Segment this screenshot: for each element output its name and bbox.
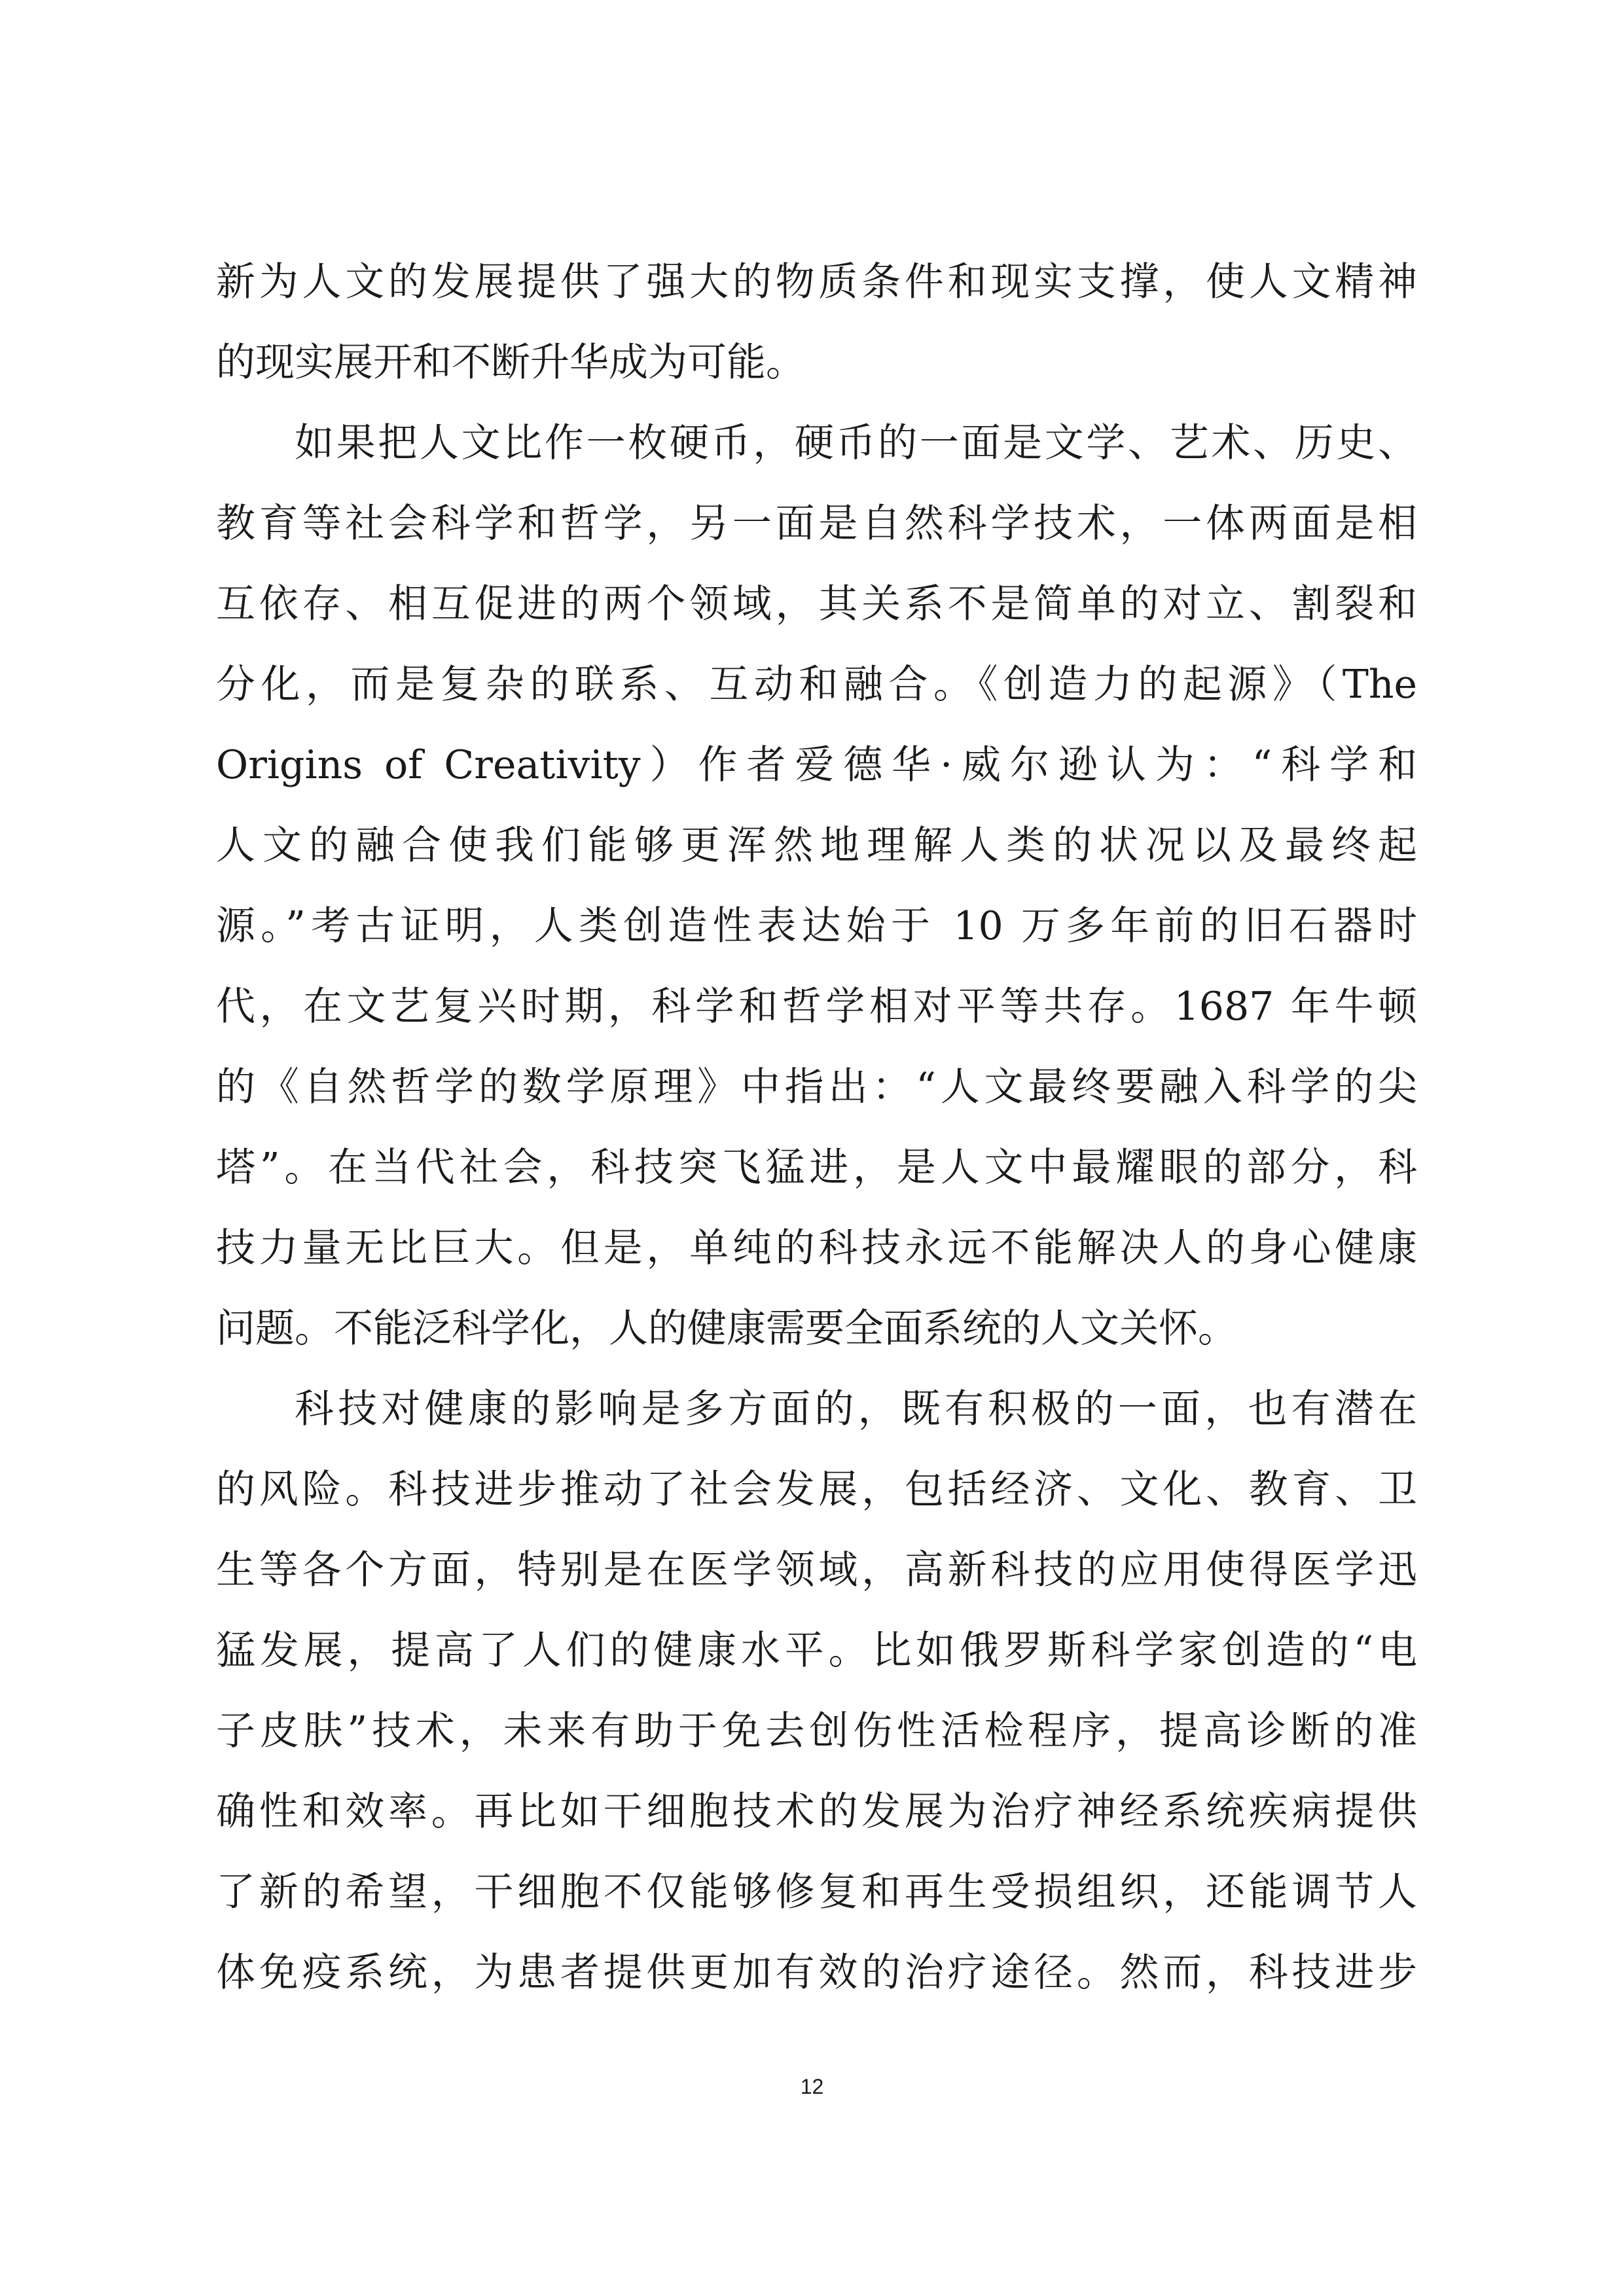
paragraph-3-line-2: 的风险。科技进步推动了社会发展，包括经济、文化、教育、卫 <box>216 1467 1417 1513</box>
paragraph-2-line-4: 分化，而是复杂的联系、互动和融合。《创造力的起源》（The <box>216 662 1417 708</box>
paragraph-2-line-3: 互依存、相互促进的两个领域，其关系不是简单的对立、割裂和 <box>216 581 1417 627</box>
paragraph-2-line-8: 代，在文艺复兴时期，科学和哲学相对平等共存。1687 年牛顿 <box>216 984 1417 1030</box>
paragraph-2-line-2: 教育等社会科学和哲学，另一面是自然科学技术，一体两面是相 <box>216 501 1417 547</box>
paragraph-3-line-8: 体免疫系统，为患者提供更加有效的治疗途径。然而，科技进步 <box>216 1950 1417 1996</box>
paragraph-3-line-7: 了新的希望，干细胞不仅能够修复和再生受损组织，还能调节人 <box>216 1869 1417 1915</box>
paragraph-1-line-1: 新为人文的发展提供了强大的物质条件和现实支撑，使人文精神 <box>216 259 1417 305</box>
paragraph-3-line-3: 生等各个方面，特别是在医学领域，高新科技的应用使得医学迅 <box>216 1547 1417 1593</box>
paragraph-1-line-2: 的现实展开和不断升华成为可能。 <box>216 340 805 386</box>
body-text <box>216 242 1417 2013</box>
paragraph-2-line-1: 如果把人文比作一枚硬币，硬币的一面是文学、艺术、历史、 <box>295 420 1417 466</box>
paragraph-2-line-9: 的《自然哲学的数学原理》中指出：“人文最终要融入科学的尖 <box>216 1064 1417 1110</box>
paragraph-2-line-10: 塔”。在当代社会，科技突飞猛进，是人文中最耀眼的部分，科 <box>216 1145 1417 1191</box>
paragraph-2-line-7: 源。”考古证明，人类创造性表达始于 10 万多年前的旧石器时 <box>216 903 1417 949</box>
paragraph-3-line-4: 猛发展，提高了人们的健康水平。比如俄罗斯科学家创造的“电 <box>216 1628 1417 1674</box>
paragraph-3-line-6: 确性和效率。再比如干细胞技术的发展为治疗神经系统疾病提供 <box>216 1789 1417 1835</box>
paragraph-3-line-5: 子皮肤”技术，未来有助于免去创伤性活检程序，提高诊断的准 <box>216 1708 1417 1754</box>
paragraph-2-line-11: 技力量无比巨大。但是，单纯的科技永远不能解决人的身心健康 <box>216 1225 1417 1271</box>
page-number: 12 <box>800 2075 824 2098</box>
paragraph-2-line-12: 问题。不能泛科学化，人的健康需要全面系统的人文关怀。 <box>216 1306 1237 1352</box>
paragraph-2-line-6: 人文的融合使我们能够更浑然地理解人类的状况以及最终起 <box>216 823 1417 869</box>
paragraph-2-line-5: Origins of Creativity）作者爱德华·威尔逊认为：“科学和 <box>216 742 1417 788</box>
paragraph-3-line-1: 科技对健康的影响是多方面的，既有积极的一面，也有潜在 <box>295 1386 1417 1432</box>
